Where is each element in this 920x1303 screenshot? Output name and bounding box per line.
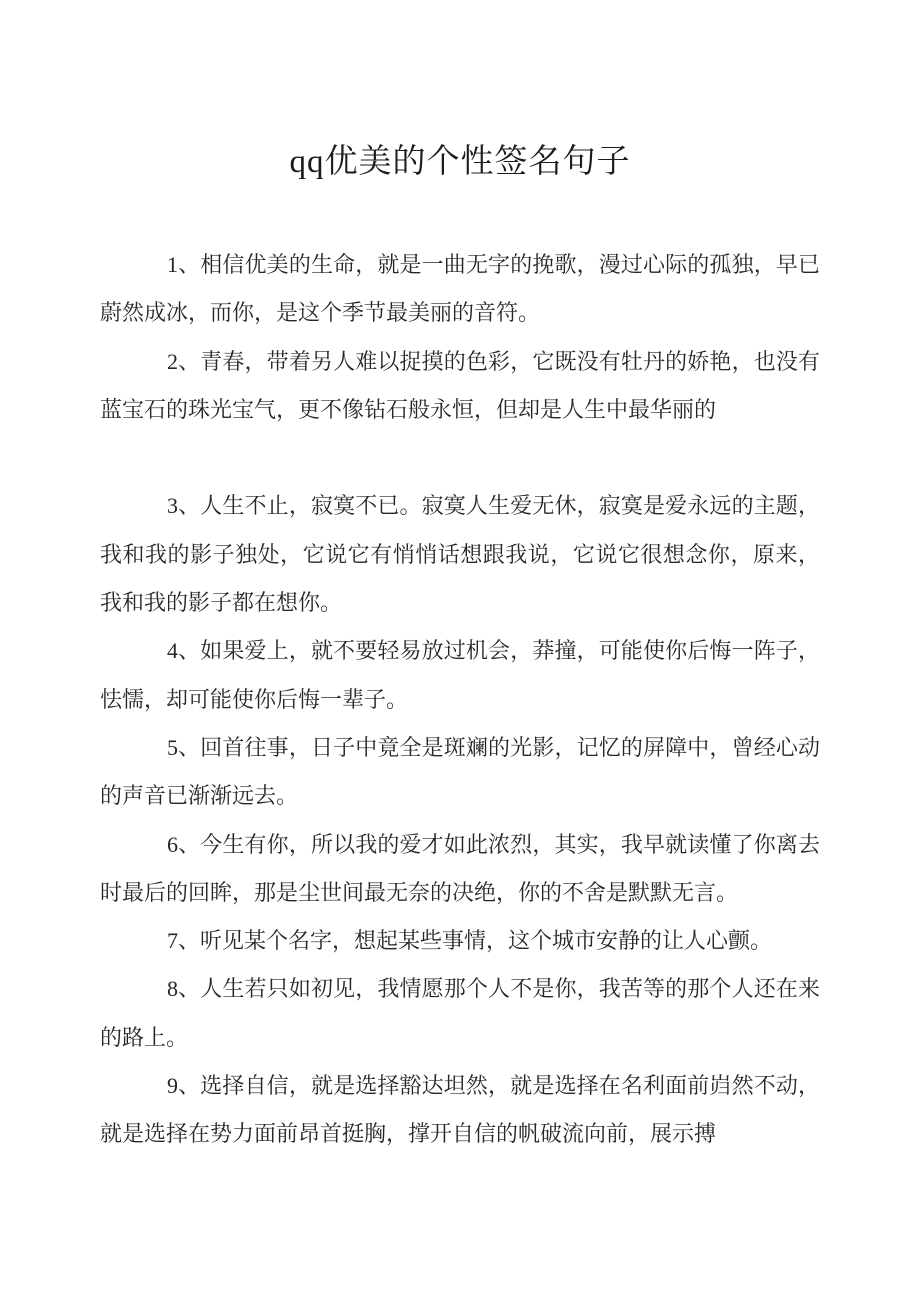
document-title: qq优美的个性签名句子	[289, 144, 631, 180]
paragraph-5: 5、回首往事，日子中竟全是斑斓的光影，记忆的屏障中，曾经心动的声音已渐渐远去。	[100, 734, 820, 809]
paragraph-1: 1、相信优美的生命，就是一曲无字的挽歌，漫过心际的孤独，早已蔚然成冰，而你，是这个季节最美丽的音符。	[100, 252, 820, 326]
paragraph-7: 7、听见某个名字，想起某些事情，这个城市安静的让人心颤。	[167, 928, 773, 954]
paragraph-blank	[100, 434, 820, 482]
paragraph-3: 3、人生不止，寂寞不已。寂寞人生爱无休，寂寞是爱永远的主题，我和我的影子独处，它说它有悄悄话想跟我说，它说它很想念你，原来，我和我的影子都在想你。	[100, 493, 820, 616]
paragraph-4: 4、如果爱上，就不要轻易放过机会，莽撞，可能使你后悔一阵子，怯懦，却可能使你后悔一辈子。	[100, 638, 820, 712]
document-body	[100, 241, 820, 1159]
paragraph-6: 6、今生有你，所以我的爱才如此浓烈，其实，我早就读懂了你离去时最后的回眸，那是尘世间最无奈的决绝，你的不舍是默默无言。	[100, 831, 820, 905]
paragraph-8: 8、人生若只如初见，我情愿那个人不是你，我苦等的那个人还在来的路上。	[100, 976, 820, 1050]
paragraph-2: 2、青春，带着另人难以捉摸的色彩，它既没有牡丹的娇艳，也没有蓝宝石的珠光宝气，更不像钻石般永恒，但却是人生中最华丽的	[100, 348, 820, 422]
paragraph-9: 9、选择自信，就是选择豁达坦然，就是选择在名利面前岿然不动，就是选择在势力面前昂首挺胸，撑开自信的帆破流向前，展示搏	[100, 1073, 820, 1147]
